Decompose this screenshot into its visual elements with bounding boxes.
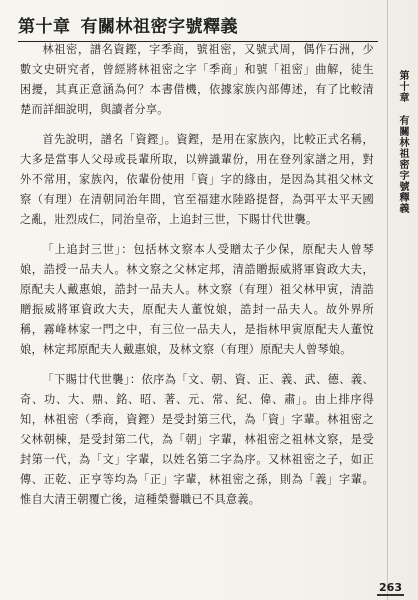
chapter-title-text: 有關林祖密字號釋義 — [80, 17, 238, 37]
running-header-side: 第十章 有關林祖密字號釋義 — [397, 70, 408, 214]
chapter-number: 第十章 — [18, 17, 71, 37]
page-number: 263 — [379, 581, 402, 594]
chapter-heading — [18, 12, 378, 42]
paragraph-intro: 林祖密，譜名資鏗，字季商，號祖密，又號式周，偶作石洲，少數文史研究者，曾經將林祖密之字「季商」和號「祖密」曲解，徒生困擾，其真正意涵為何？本書借機，依據家族內部傳述，有了比較清楚而詳細說明，與讀者分享。 — [20, 43, 374, 116]
margin-divider — [387, 0, 388, 600]
paragraph-twenty-generations: 「下賜廿代世襲」：依序為「文、朝、資、正、義、武、德、義、奇、功、大、鼎、銘、昭、著、元、常、紀、偉、肅」。由上排序得知，林祖密（季商，資鏗）是受封第三代，為「資」字輩。林祖密之父林朝棟，是受封第二代，為「朝」字輩，林祖密之祖林文察，是受封第一代，為「文」字輩，以姓名第二字為序。又林祖密之子，如正傳、正乾、正亨等均為「正」字輩，林祖密之孫，則為「義」字輩。惟自大清王朝覆亡後，這種榮譽職已不具意義。 — [20, 373, 374, 506]
body-text — [20, 40, 374, 516]
paragraph-name-explanation: 首先說明，譜名「資鏗」。資鏗，是用在家族內，比較正式名稱，大多是當事人父母或長輩所取，以辨識輩份，用在登列家譜之用，對外不常用，家族內，依輩份使用「資」字的緣由，是因為其祖父林文察（有理）在清朝同治年間，官至福建水陸路提督，為弭平太平天國之亂，壯烈成仁，同治皇帝，上追封三世，下賜廿代世襲。 — [20, 133, 374, 226]
paragraph-three-generations: 「上追封三世」：包括林文察本人受贈太子少保，原配夫人曾琴娘，誥授一品夫人。林文察之父林定邦，清誥贈振威將軍資政大夫，原配夫人戴惠娘，誥封一品夫人。林文察（有理）祖父林甲寅，清誥贈振威將軍資政大夫，原配夫人董悅娘，誥封一品夫人。故外界所稱，霧峰林家一門之中，有三位一品夫人，是指林甲寅原配夫人董悅娘，林定邦原配夫人戴惠娘，及林文察（有理）原配夫人曾琴娘。 — [20, 243, 374, 356]
